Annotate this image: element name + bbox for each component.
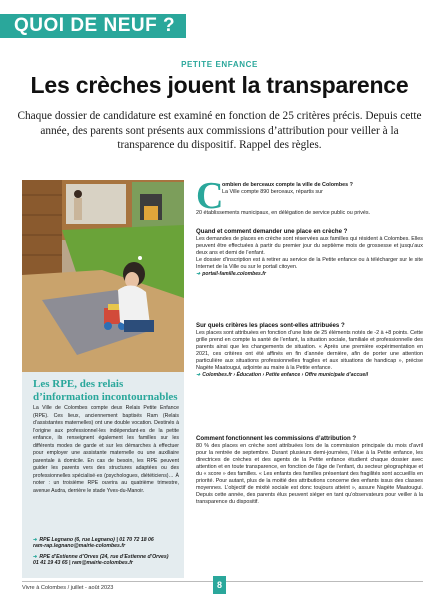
rpe-contact-legnano <box>33 537 179 550</box>
intro-question: ombien de berceaux compte la ville de Colombes ? <box>222 182 353 188</box>
rpe-estienne-title: RPE d’Estienne d’Orves (24, rue d’Estienne d’Orves) <box>39 554 169 560</box>
arrow-icon: ➜ <box>33 554 38 560</box>
rpe-box-body: La Ville de Colombes compte deux Relais Petite Enfance (RPE). Ces lieux, anciennement baptisés Ram (Relais d’assistantes maternelles) ont une double vocation. Destinés à l’origine aux professionnel·les indépendant·es de la petite enfance, ils renseignent également les familles sur les différents modes de garde et sur les démarches à effectuer pour employer une assistante maternelle ou une auxiliaire parentale à domicile. En cas de besoin, les RPE peuvent guider les parents vers des structures adaptées ou des professionnelles spécialisé·es (psychologues, diététiciens)… À noter : un troisième RPE ouvrira au quatrième trimestre, avenue Audra, derrière le stade Yves-du-Manoir. <box>33 405 179 494</box>
colombes-offre-link[interactable] <box>196 372 423 379</box>
photo-illustration <box>22 180 184 372</box>
faq-block-3 <box>196 435 423 506</box>
answer-criteria: Les places sont attribuées en fonction d’une liste de 25 éléments notés de -2 à +8 points. Cette grille prend en compte la santé de l’enfant, la situation sociale, familiale et professionnelle des parents ainsi que les changements de situation. « Après une première expérimentation en 2021, ces critères ont été affinés en fin d’année dernière, afin de porter une attention particulière aux situations professionnelles fragiles et aux situations de handicap », précise Nagète Maatougui, adjointe au maire à la Petite enfance. <box>196 329 424 371</box>
intro-answer-2: 20 établissements municipaux, en délégation de service public ou privés. <box>196 210 371 216</box>
answer-commissions: 80 % des places en crèche sont attribuées lors de la commission principale du mois d’avril pour la rentrée de septembre. Durant plusieurs demi-journées, l’élue à la Petite enfance, les directrices de crèches et des agents de la Petite enfance étudient chaque dossier avec attention et en toute transparence, en fonction de l’âge de l’enfant, du secteur géographique et du « score » des familles. « Les enfants des familles présentant des fragilités sont accueillis en priorité. Pour autant, plus de la moitié des attributions concerne des enfants issus des classes moyennes. L’objectif de mixité sociale est donc toujours atteint », assure Nagète Maatougui. Depuis cette année, des parents élus peuvent siéger en tant qu’observateurs pour veiller à la transparence du dispositif. <box>196 442 423 505</box>
question-when-how: Quand et comment demander une place en crèche ? <box>196 228 348 235</box>
arrow-icon: ➜ <box>196 371 201 378</box>
portail-famille-link-text: portail-famille.colombes.fr <box>202 270 266 277</box>
answer-when-how: Les demandes de places en crèche sont réservées aux familles qui résident à Colombes. Elles peuvent être effectuées à partir du premier jour du septième mois de grossesse et jusqu’aux deux ans et demi de l’enfant. <box>196 235 423 256</box>
question-commissions: Comment fonctionnent les commissions d’attribution ? <box>196 435 357 442</box>
faq-block-2 <box>196 322 423 379</box>
banner-title: QUOI DE NEUF ? <box>14 15 176 36</box>
arrow-icon: ➜ <box>196 270 201 277</box>
intro-answer-1: La Ville compte 890 berceaux, répartis sur <box>222 189 323 196</box>
intro-paragraph <box>222 182 423 196</box>
article-kicker: PETITE ENFANCE <box>181 60 258 69</box>
rpe-info-box <box>22 372 184 578</box>
faq-block-1 <box>196 228 423 278</box>
rpe-legnano-email[interactable]: ram-rap.legnano@mairie-colombes.fr <box>33 543 126 550</box>
portail-famille-link[interactable] <box>196 271 423 278</box>
article-photo <box>22 180 184 372</box>
page-number: 8 <box>213 576 226 594</box>
dropcap-letter: C <box>196 175 224 217</box>
article-headline: Les crèches jouent la transparence <box>30 72 409 98</box>
rpe-estienne-phone: 01 41 19 43 65 | ram@mairie-colombes.fr <box>33 560 133 567</box>
rpe-box-title: Les RPE, des relais d’information incontournables <box>33 378 178 403</box>
article-chapo: Chaque dossier de candidature est examiné en fonction de 25 critères précis. Depuis cette année, des parents sont présents aux commissions d’attribution pour veiller à la transparence du dispositif. Rappel des règles. <box>17 110 422 151</box>
question-criteria: Sur quels critères les places sont-elles attribuées ? <box>196 322 345 329</box>
footer-publication: Vivre à Colombes / juillet - août 2023 <box>22 585 114 591</box>
rpe-contact-estienne <box>33 554 179 567</box>
section-banner <box>0 0 439 44</box>
arrow-icon: ➜ <box>33 537 38 543</box>
rpe-legnano-title: RPE Legnano (6, rue Legnano) | 01 70 72 18 06 <box>39 537 154 543</box>
colombes-offre-link-text: Colombes.fr › Éducation › Petite enfance › Offre municipale d’accueil <box>202 371 369 378</box>
answer-when-how-dossier: Le dossier d’inscription est à retirer au service de la Petite enfance ou à télécharger sur le site Internet de la Ville ou sur le portail citoyen. <box>196 256 423 270</box>
